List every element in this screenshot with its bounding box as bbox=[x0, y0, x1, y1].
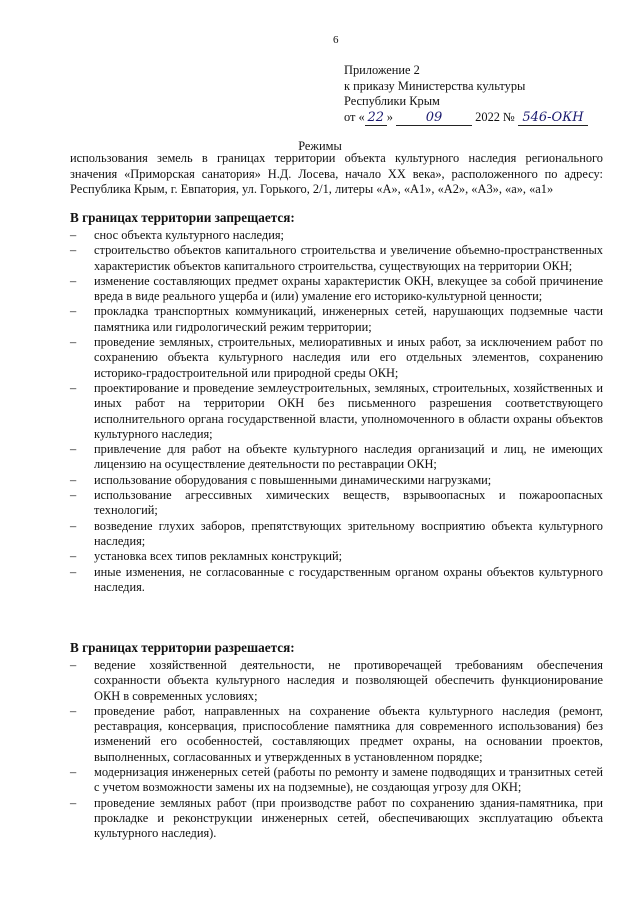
document-intro: использования земель в границах территории объекта культурного наследия регионального значения «Приморская санатория» Н.Д. Лосева, начало XX века», расположенного по адресу: Республика Крым, г. Евпатория, ул. Горького, 2/1, литеры «А», «А1», «А2», «А3», «а», «а1» bbox=[70, 151, 603, 197]
list-item: – строительство объектов капитального строительства и увеличение объемно-пространственных характеристик объектов капитального строительства, существующих на территории ОКН; bbox=[70, 243, 603, 273]
appendix-line-1: Приложение 2 bbox=[344, 63, 420, 77]
date-month: 09 bbox=[396, 110, 472, 127]
document-title: Режимы bbox=[298, 139, 342, 153]
date-year: 2022 № bbox=[475, 109, 515, 124]
list-item: – изменение составляющих предмет охраны характеристик ОКН, влекущее за собой причинение вреда в виде реального ущерба и (или) умаление его историко-культурной ценности; bbox=[70, 273, 603, 304]
appendix-block bbox=[344, 63, 588, 126]
page-number: 6 bbox=[333, 34, 339, 46]
permitted-list bbox=[70, 658, 603, 842]
list-item: – привлечение для работ на объекте культурного наследия организаций и лиц, не имеющих лицензию на осуществление деятельности по реставрации ОКН; bbox=[70, 442, 603, 472]
list-item: – проведение земляных, строительных, мелиоративных и иных работ, за исключением работ по сохранению объекта культурного наследия или его отдельных элементов, сохранению историко-градостроительной или природной среды ОКН; bbox=[70, 335, 603, 380]
permitted-heading: В границах территории разрешается: bbox=[70, 640, 295, 655]
date-day: 22 bbox=[365, 110, 387, 127]
list-item: – установка всех типов рекламных конструкций; bbox=[70, 549, 343, 564]
list-item: – использование агрессивных химических веществ, взрывоопасных и пожароопасных технологий; bbox=[70, 488, 603, 518]
list-item: – возведение глухих заборов, препятствующих зрительному восприятию объекта культурного наследия; bbox=[70, 518, 603, 548]
permitted-section bbox=[70, 640, 603, 842]
list-item: – модернизация инженерных сетей (работы по ремонту и замене подводящих и транзитных сетей с учетом возможности замены их на подземные), не создающая угрозу для ОКН; bbox=[70, 765, 603, 795]
appendix-date-line bbox=[344, 110, 588, 127]
list-item: – прокладка транспортных коммуникаций, инженерных сетей, нарушающих подземные части памятника или гидрологический режим территории; bbox=[70, 304, 603, 334]
list-item: – иные изменения, не согласованные с государственным органом охраны объектов культурного наследия. bbox=[70, 564, 603, 594]
prohibited-heading: В границах территории запрещается: bbox=[70, 210, 295, 225]
list-item: – проведение земляных работ (при производстве работ по сохранению здания-памятника, при прокладке и реконструкции инженерных сетей, обеспечивающих эксплуатацию объекта культурного наследия). bbox=[70, 795, 603, 841]
date-prefix: от « bbox=[344, 109, 365, 124]
list-item: – ведение хозяйственной деятельности, не противоречащей требованиям обеспечения сохранности объекта культурного наследия и позволяющей обеспечить функционирование ОКН в современных условиях; bbox=[70, 658, 603, 703]
list-item: – проектирование и проведение землеустроительных, земляных, строительных, хозяйственных и иных работ на территории ОКН без письменного разрешения соответствующего исполнительного органа государственной власти, уполномоченного в области охраны объектов культурного наследия; bbox=[70, 380, 603, 441]
list-item: – использование оборудования с повышенными динамическими нагрузками; bbox=[70, 472, 492, 487]
prohibited-list bbox=[70, 228, 603, 595]
appendix-line-3: Республики Крым bbox=[344, 94, 440, 108]
order-number: 546-ОКН bbox=[518, 110, 588, 127]
list-item: – проведение работ, направленных на сохранение объекта культурного наследия (ремонт, реставрация, консервация, приспособление памятника для современного использования) без изменений его особенностей, составляющих предмет охраны, на основании проектов, выполненных, согласованных и утвержденных в установленном порядке; bbox=[70, 703, 603, 764]
date-day-close: » bbox=[386, 109, 393, 124]
appendix-line-2: к приказу Министерства культуры bbox=[344, 78, 526, 93]
prohibited-section bbox=[70, 210, 603, 595]
list-item: – снос объекта культурного наследия; bbox=[70, 228, 284, 242]
